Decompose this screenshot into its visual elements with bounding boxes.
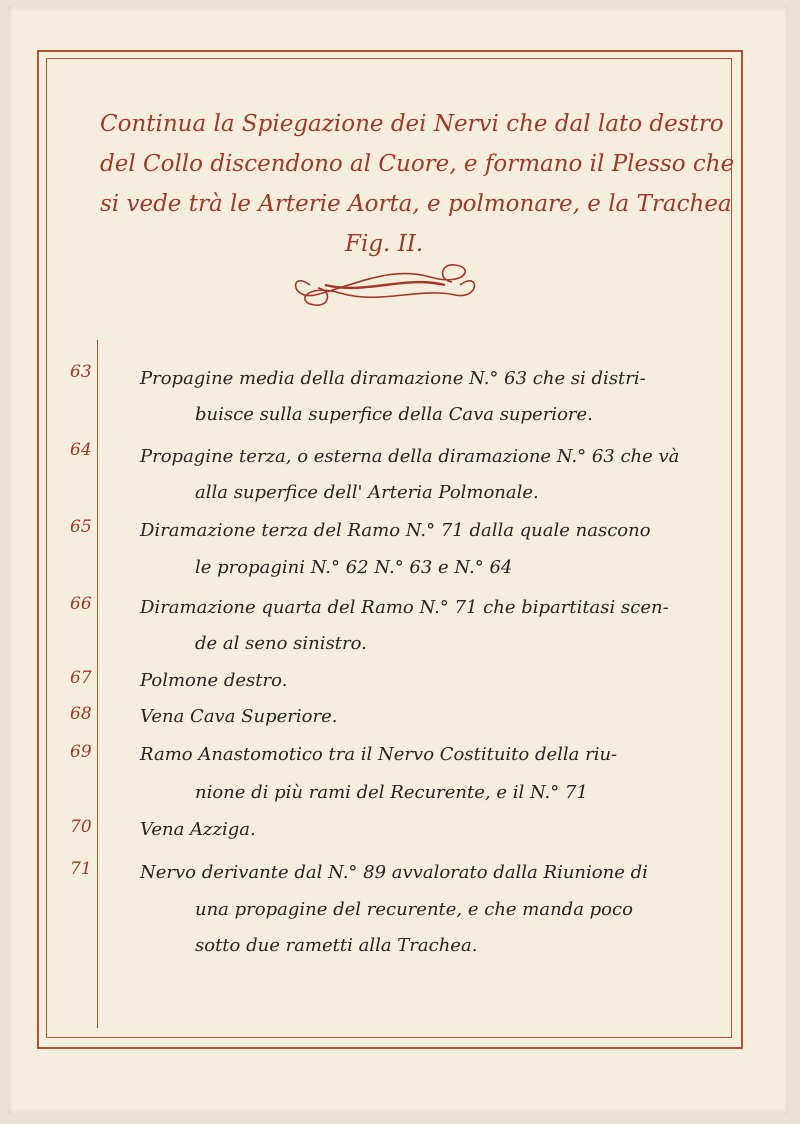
entry-text-continued: nione di più rami del Recurente, e il N.° 71 [195,782,588,803]
entry-number: 66 [70,594,92,614]
entry-text-continued: le propagini N.° 62 N.° 63 e N.° 64 [195,557,513,578]
entry-number: 64 [70,440,92,460]
title-line-2: del Collo discendono al Cuore, e formano il Plesso che [100,151,735,177]
entry-text: Diramazione quarta del Ramo N.° 71 che bipartitasi scen- [140,597,669,618]
title-line-1: Continua la Spiegazione dei Nervi che dal lato destro [100,111,724,137]
entry-text-continued: sotto due rametti alla Trachea. [195,935,478,956]
entry-number: 70 [70,817,92,837]
decorative-flourish [280,255,490,315]
entry-text: Diramazione terza del Ramo N.° 71 dalla quale nascono [140,520,651,541]
page-title [100,104,735,264]
entry-number: 67 [70,668,92,688]
entry-text: Ramo Anastomotico tra il Nervo Costituito della riu- [140,744,618,765]
entry-text: Polmone destro. [140,670,288,691]
entry-text: Vena Cava Superiore. [140,706,338,727]
title-line-3: si vede trà le Arterie Aorta, e polmonare, e la Trachea [100,191,732,217]
entry-number: 71 [70,859,92,879]
entry-text: Propagine terza, o esterna della diramazione N.° 63 che và [140,446,680,467]
entry-text: Nervo derivante dal N.° 89 avvalorato dalla Riunione di [140,862,648,883]
entry-number: 63 [70,362,92,382]
figure-reference: Fig. II. [345,231,424,257]
entry-text-continued: una propagine del recurente, e che manda poco [195,899,633,920]
entry-text-continued: buisce sulla superfice della Cava superiore. [195,404,593,425]
entry-number: 69 [70,742,92,762]
entry-number: 65 [70,517,92,537]
margin-rule [97,340,98,1028]
entry-text: Vena Azziga. [140,819,256,840]
entry-text: Propagine media della diramazione N.° 63 che si distri- [140,368,646,389]
entry-text-continued: de al seno sinistro. [195,633,367,654]
entry-text-continued: alla superfice dell' Arteria Polmonale. [195,482,539,503]
entry-number: 68 [70,704,92,724]
